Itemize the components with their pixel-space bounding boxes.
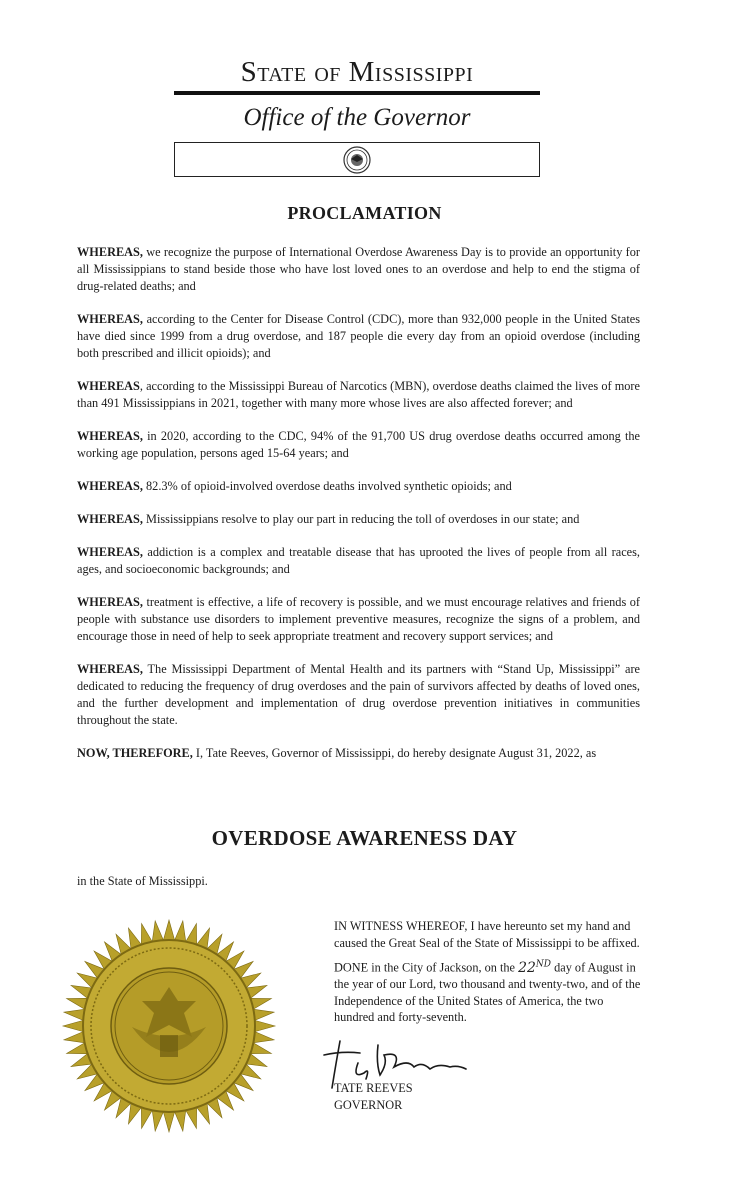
paragraph-lead: WHEREAS [77,379,140,393]
seal-ray [152,921,163,942]
paragraph-text: , according to the Mississippi Bureau of Narcotics (MBN), overdose deaths claimed the lives of more than 491 Mississippians in 2021, together with many more whose lives are also affected forever; and [77,379,640,410]
whereas-paragraph [77,478,640,495]
proclamation-title: PROCLAMATION [287,203,442,223]
day-suffix: ND [535,959,552,969]
seal-ray [253,1009,274,1020]
paragraph-lead: WHEREAS, [77,312,143,326]
paragraph-text: 82.3% of opioid-involved overdose deaths involved synthetic opioids; and [142,479,512,493]
seal-band [174,142,540,177]
paragraph-lead: WHEREAS, [77,512,143,526]
paragraph-text: The Mississippi Department of Mental Health and its partners with “Stand Up, Mississippi” are dedicated to reducing the frequency of drug overdoses and the pain of survivors affected by deaths of loved ones, and the further development and implementation of drug overdose prevention initiatives in communities throughout the state. [77,662,640,727]
witness-block [334,918,641,1031]
paragraph-lead: WHEREAS, [77,429,143,443]
seal-ray [163,1112,174,1132]
seal-ray [63,1020,83,1031]
state-title: State of Mississippi [240,56,474,88]
paragraph-text: I, Tate Reeves, Governor of Mississippi, do hereby designate August 31, 2022, as [192,746,597,760]
paragraph-lead: WHEREAS, [77,662,143,676]
whereas-paragraph [77,544,640,578]
paragraph-lead: WHEREAS, [77,595,143,609]
seal-ray [163,920,174,940]
seal-ray [175,1110,186,1131]
in-state-line: in the State of Mississippi. [77,874,208,888]
paragraph-lead: NOW, THEREFORE, [77,746,193,760]
paragraph-text: addiction is a complex and treatable disease that has uprooted the lives of people from all races, ages, and socioeconomic backgrounds; and [77,545,640,576]
signer-name: TATE REEVES [334,1081,413,1095]
witness-statement: IN WITNESS WHEREOF, I have hereunto set my hand and caused the Great Seal of the State of Mississippi to be affixed. [334,919,640,950]
designation-title: OVERDOSE AWARENESS DAY [211,826,518,850]
state-seal-icon [343,146,371,174]
handwritten-day [518,960,551,976]
seal-ray [64,1032,85,1043]
seal-ray [64,1009,85,1020]
whereas-paragraph [77,661,640,729]
therefore-paragraph [77,745,640,762]
paragraph-lead: WHEREAS, [77,545,143,559]
paragraph-text: Mississippians resolve to play our part in reducing the toll of overdoses in our state; and [142,512,580,526]
paragraph-lead: WHEREAS, [77,245,143,259]
paragraph-text: in 2020, according to the CDC, 94% of the 91,700 US drug overdose deaths occurred among the working age population, persons aged 15-64 years; and [77,429,640,460]
letterhead [174,56,540,177]
paragraph-text: treatment is effective, a life of recovery is possible, and we must encourage relatives and friends of people with substance use disorders to implement preventive measures, recognize the signs of a problem, and encourage those in need of help to seek appropriate treatment and recovery support services; and [77,595,640,643]
paragraph-text: we recognize the purpose of International Overdose Awareness Day is to provide an opportunity for all Mississippians to stand beside those who have lost loved ones to an overdose and help to end the stigma of drug-related deaths; and [77,245,640,293]
office-title: Office of the Governor [243,104,471,131]
paragraph-lead: WHEREAS, [77,479,143,493]
done-suffix: day of August in the year of our Lord, two thousand and twenty-two, and of the Independence of the United States of America, the two hundred and forty-seventh. [334,960,641,1025]
whereas-paragraph [77,594,640,645]
whereas-paragraph [77,378,640,412]
letterhead-rule [174,91,540,95]
proclamation-body [77,244,640,778]
seal-ray [253,1032,274,1043]
whereas-paragraph [77,311,640,362]
signer-title: GOVERNOR [334,1098,403,1112]
done-prefix: DONE in the City of Jackson, on the [334,960,519,975]
whereas-paragraph [77,428,640,462]
paragraph-text: according to the Center for Disease Control (CDC), more than 932,000 people in the United States have died since 1999 from a drug overdose, and 187 people die every day from an opioid overdose (including both prescribed and illicit opioids); and [77,312,640,360]
whereas-paragraph [77,511,640,528]
signer-block [334,1080,413,1114]
great-seal-icon [60,917,278,1135]
day-number: 22 [518,959,536,976]
done-statement [334,956,641,1026]
whereas-paragraph [77,244,640,295]
seal-ray [152,1110,163,1131]
seal-ray [255,1020,275,1031]
seal-ray [175,921,186,942]
